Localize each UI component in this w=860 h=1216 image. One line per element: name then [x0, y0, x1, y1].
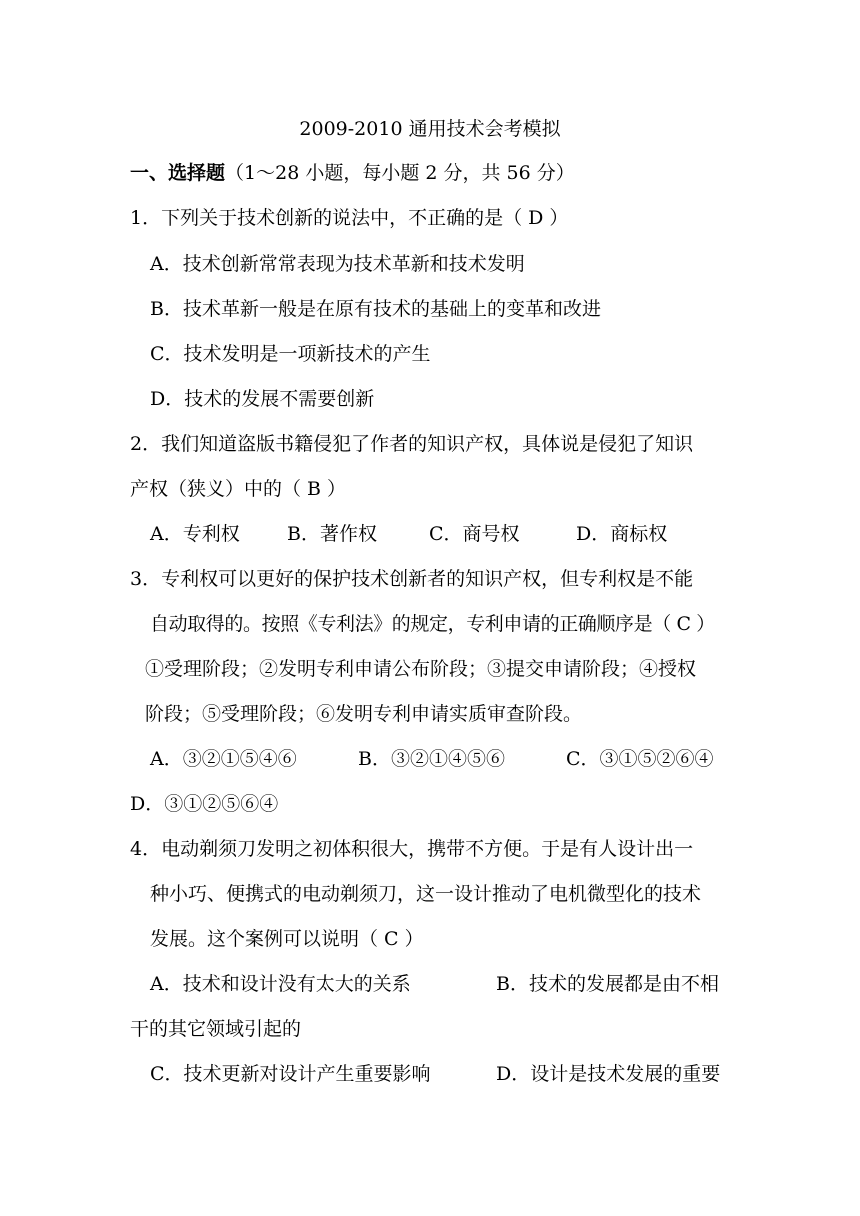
q4-option-a: A．技术和设计没有太大的关系 — [150, 973, 411, 995]
q4-stem-line2: 种小巧、便携式的电动剃须刀，这一设计推动了电机微型化的技术 — [150, 883, 702, 905]
q4-option-c: C．技术更新对设计产生重要影响 — [150, 1063, 431, 1085]
q4-stem-line1: 4．电动剃须刀发明之初体积很大，携带不方便。于是有人设计出一 — [130, 838, 694, 860]
q3-stem-line2: 自动取得的。按照《专利法》的规定，专利申请的正确顺序是（ C ） — [150, 613, 715, 635]
q1-option-c: C．技术发明是一项新技术的产生 — [150, 343, 431, 365]
q1-option-d: D．技术的发展不需要创新 — [150, 388, 375, 410]
section-title: 一、选择题 — [130, 162, 226, 184]
q1-option-a: A．技术创新常常表现为技术革新和技术发明 — [150, 253, 525, 275]
q2-option-d: D．商标权 — [576, 523, 668, 545]
section-note: （1～28 小题，每小题 2 分，共 56 分） — [225, 162, 575, 184]
q3-option-c: C．③①⑤②⑥④ — [566, 748, 714, 770]
q4-option-d: D．设计是技术发展的重要 — [496, 1063, 721, 1085]
q3-stem-line1: 3．专利权可以更好的保护技术创新者的知识产权，但专利权是不能 — [130, 568, 694, 590]
q2-option-c: C．商号权 — [429, 523, 520, 545]
q2-stem-line2: 产权（狭义）中的（ B ） — [130, 478, 347, 500]
q4-option-b: B．技术的发展都是由不相 — [496, 973, 719, 995]
q3-option-b: B．③②①④⑤⑥ — [358, 748, 505, 770]
q4-stem-line3: 发展。这个案例可以说明（ C ） — [150, 928, 424, 950]
q1-stem: 1．下列关于技术创新的说法中，不正确的是（ D ） — [130, 207, 569, 229]
q2-options-row — [150, 521, 667, 547]
q4-option-b-continued: 干的其它领域引起的 — [130, 1018, 302, 1040]
q4-options-row-2 — [150, 1061, 720, 1087]
page-title: 2009-2010 通用技术会考模拟 — [299, 118, 561, 140]
q2-option-b: B．著作权 — [287, 523, 377, 545]
section-heading — [130, 160, 575, 186]
q1-option-b: B．技术革新一般是在原有技术的基础上的变革和改进 — [150, 298, 601, 320]
q3-stem-line3: ①受理阶段；②发明专利申请公布阶段；③提交申请阶段；④授权 — [145, 658, 697, 680]
q3-option-a: A．③②①⑤④⑥ — [150, 748, 297, 770]
q2-stem-line1: 2．我们知道盗版书籍侵犯了作者的知识产权，具体说是侵犯了知识 — [130, 433, 694, 455]
q3-stem-line4: 阶段；⑤受理阶段；⑥发明专利申请实质审查阶段。 — [145, 703, 583, 725]
q3-option-d: D．③①②⑤⑥④ — [130, 793, 279, 815]
q3-options-row — [150, 746, 714, 772]
q4-options-row-1 — [150, 971, 719, 997]
q2-option-a: A．专利权 — [150, 523, 240, 545]
